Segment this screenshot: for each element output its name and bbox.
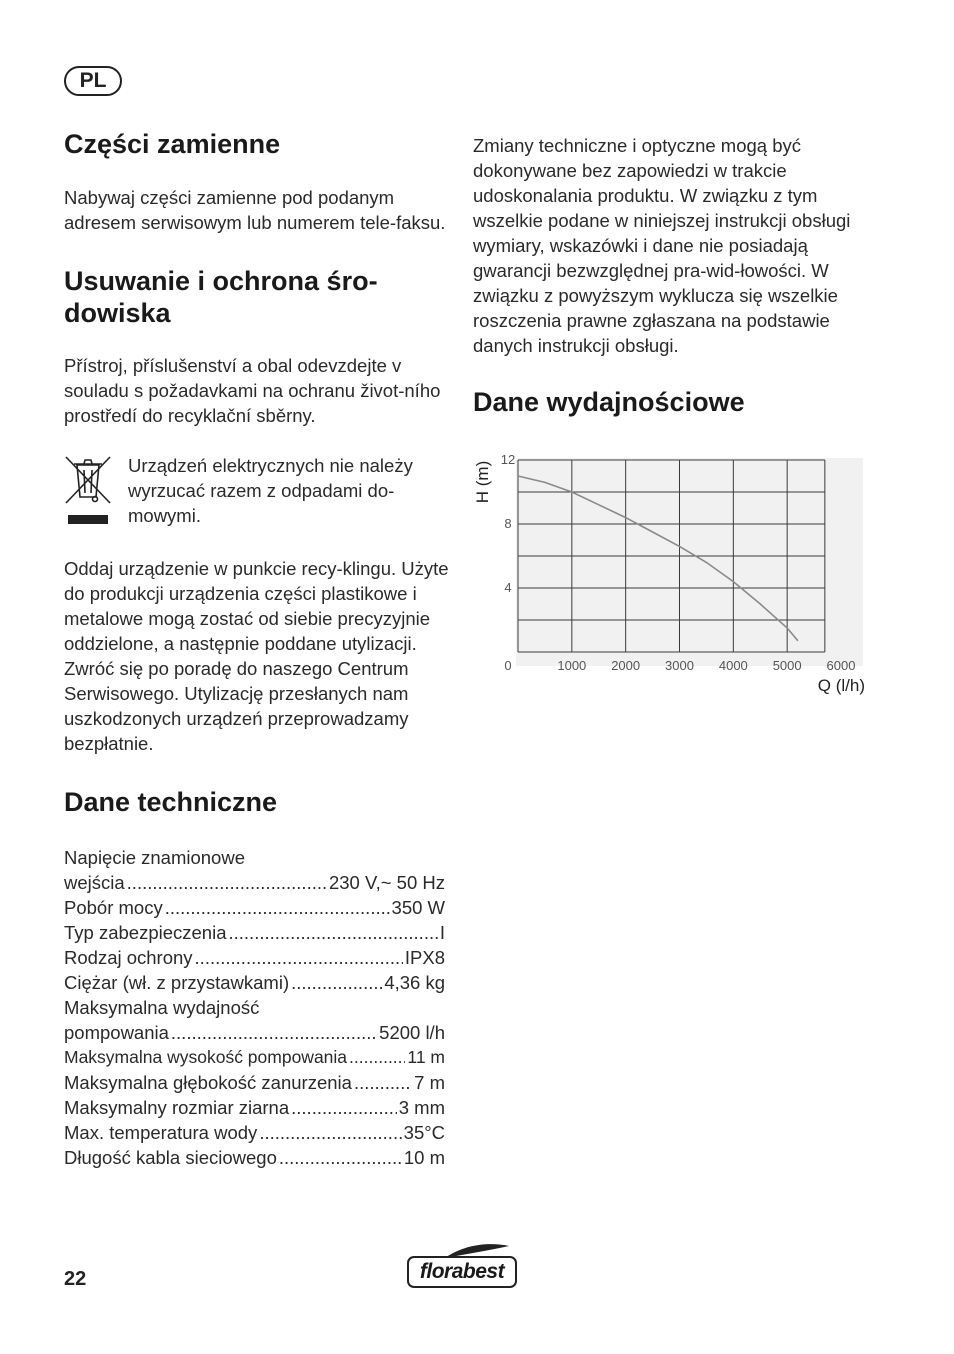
tech-row-value: 4,36 kg	[384, 972, 445, 993]
weee-notice	[64, 453, 450, 534]
performance-chart	[470, 448, 880, 698]
tech-row-label: wejścia	[64, 872, 125, 893]
spare-parts-text: Nabywaj części zamienne pod podanym adresem serwisowym lub numerem tele-faksu.	[64, 187, 446, 233]
tech-row	[64, 1145, 445, 1170]
tech-row-value: 3 mm	[398, 1097, 445, 1118]
chart-background	[516, 458, 863, 666]
x-axis-label: Q (l/h)	[817, 676, 865, 695]
tech-row-value: IPX8	[404, 947, 445, 968]
disposal-text: Přístroj, příslušenství a obal odevzdejte v souladu s požadavkami na ochranu život-ního prostředí do recyklační sběrny.	[64, 355, 441, 426]
tech-row	[64, 1045, 445, 1070]
tech-row	[64, 1095, 445, 1120]
tech-row	[64, 970, 445, 995]
language-badge: PL	[64, 66, 122, 96]
performance-chart-svg	[470, 448, 880, 698]
tech-row-value: 230 V,~ 50 Hz	[328, 872, 445, 893]
y-axis-label: H (m)	[473, 460, 492, 504]
y-tick-label: 4	[504, 580, 512, 595]
tech-data-heading: Dane techniczne	[64, 787, 278, 817]
tech-row-label: Długość kabla sieciowego	[64, 1147, 277, 1168]
x-tick-label: 2000	[611, 658, 641, 673]
x-tick-label: 6000	[826, 658, 856, 673]
logo-frame	[407, 1256, 517, 1288]
tech-row-value: 10 m	[403, 1147, 445, 1168]
y-tick-label: 8	[504, 516, 512, 531]
tech-row-label: Maksymalna głębokość zanurzenia	[64, 1072, 352, 1093]
spare-parts-heading: Części zamienne	[64, 129, 281, 159]
disclaimer-text: Zmiany techniczne i optyczne mogą być dokonywane bez zapowiedzi w trakcie udoskonalania produktu. W związku z tym wszelkie podane w niniejszej instrukcji obsługi wymiary, wskazówki i dane nie posiadają gwarancji bezwzględnej pra-wid-łowości. W związku z powyższym wyklucza się wszelkie roszczenia prawne zgłaszana na podstawie danych instrukcji obsługi.	[473, 135, 851, 356]
right-column	[473, 124, 873, 418]
tech-row-label: Max. temperatura wody	[64, 1122, 258, 1143]
tech-row	[64, 895, 445, 920]
x-tick-label: 4000	[718, 658, 748, 673]
tech-row	[64, 945, 445, 970]
disposal-heading: Usuwanie i ochrona śro-dowiska	[64, 266, 378, 328]
logo-text: florabest	[419, 1260, 505, 1283]
tech-row-value: 35°C	[403, 1122, 445, 1143]
tech-row	[64, 870, 445, 895]
x-tick-label: 0	[504, 658, 512, 673]
tech-row-label: Maksymalny rozmiar ziarna	[64, 1097, 290, 1118]
x-tick-label: 5000	[772, 658, 802, 673]
performance-heading: Dane wydajnościowe	[473, 387, 745, 417]
tech-row-value: 11 m	[407, 1047, 445, 1067]
tech-row-label: Pobór mocy	[64, 897, 163, 918]
crossed-bin-icon	[64, 453, 116, 534]
tech-row-value: 7 m	[414, 1072, 445, 1093]
tech-row	[64, 1070, 445, 1095]
x-tick-label: 3000	[665, 658, 694, 673]
recycling-text: Oddaj urządzenie w punkcie recy-klingu. Użyte do produkcji urządzenia części plastikowe i metalowe mogą zostać od siebie precyzyjnie oddzielone, a następnie poddane utylizacji. Zwróć się po poradę do naszego Centrum Serwisowego. Utylizację przesłanych nam uszkodzonych urządzeń przeprowadzamy bezpłatnie.	[64, 558, 449, 754]
tech-data-list	[64, 845, 445, 1170]
tech-row-label-line: Napięcie znamionowe	[64, 847, 245, 868]
brand-logo	[405, 1242, 521, 1292]
tech-row-label: Maksymalna wysokość pompowania	[64, 1047, 348, 1067]
x-tick-label: 1000	[557, 658, 587, 673]
tech-row-value: 350 W	[391, 897, 445, 918]
tech-row-label: Ciężar (wł. z przystawkami)	[64, 972, 290, 993]
tech-row-label: Typ zabezpieczenia	[64, 922, 227, 943]
tech-row	[64, 1020, 445, 1045]
tech-row	[64, 920, 445, 945]
y-tick-label: 12	[500, 452, 516, 467]
tech-row-label: pompowania	[64, 1022, 169, 1043]
weee-text: Urządzeń elektrycznych nie należy wyrzucać razem z odpadami do-mowymi.	[128, 455, 413, 526]
tech-row	[64, 1120, 445, 1145]
left-column	[64, 124, 450, 1170]
tech-row-label: Rodzaj ochrony	[64, 947, 193, 968]
tech-row-label-line: Maksymalna wydajność	[64, 997, 260, 1018]
tech-row-value: I	[439, 922, 445, 943]
tech-row-value: 5200 l/h	[379, 1022, 445, 1043]
page-number: 22	[64, 1268, 87, 1290]
